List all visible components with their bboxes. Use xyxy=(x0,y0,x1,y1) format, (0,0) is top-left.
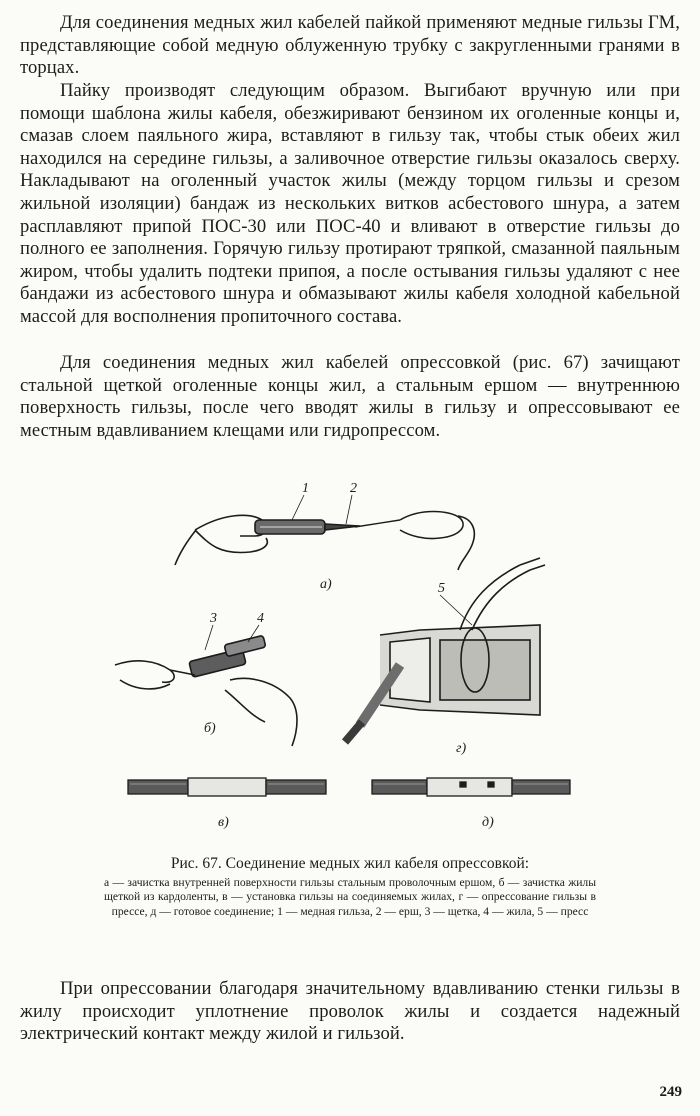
page-number: 249 xyxy=(659,1084,682,1100)
label-2: 2 xyxy=(350,481,357,496)
figure-caption-legend: а — зачистка внутренней поверхности гильзы стальным проволочным ершом, б — зачистка жилы щеткой из кардоленты, в — установка гильзы на соединяемых жилах, г — опрессование гильзы в прессе, д — готовое соединение; 1 — медная гильза, 2 — ерш, 3 — щетка, 4 — жила, 5 — пресс xyxy=(104,876,596,918)
paragraph-2: Пайку производят следующим образом. Выгибают вручную или при помощи шаблона жилы кабеля, обезжиривают бензином их оголенные концы и, смазав слоем паяльного жира, вставляют в гильзу так, чтобы стык обеих жил находился на середине гильзы, а заливочное отверстие гильзы оказалось сверху. Накладывают на оголенный участок жилы (между торцом гильзы и срезом жильной изоляции) бандаж из нескольких витков асбестового шнура, а затем расплавляют припой ПОС-30 или ПОС-40 и вливают в отверстие гильзы до полного ее заполнения. Горячую гильзу протирают тряпкой, смазанной паяльным жиром, чтобы удалить подтеки припоя, а после остывания гильзы удаляют с нее бандажи из асбестового шнура и обмазывают жилы кабеля холодной кабельной массой для восполнения пропиточного состава. xyxy=(20,80,680,327)
label-d: д) xyxy=(482,815,494,830)
figure-67-illustration xyxy=(100,470,600,850)
paragraph-4: При опрессовании благодаря значительному вдавливанию стенки гильзы в жилу происходит уплотнение проволок жилы и создается надежный электрический контакт между жилой и гильзой. xyxy=(20,978,680,1045)
panel-d-finished-joint xyxy=(372,778,570,796)
label-a: а) xyxy=(320,577,332,592)
label-5: 5 xyxy=(438,581,445,596)
label-1: 1 xyxy=(302,481,309,496)
label-b: б) xyxy=(204,721,216,736)
panel-a-cleaning-sleeve xyxy=(175,512,474,571)
label-v: в) xyxy=(218,815,229,830)
panel-g-pressing xyxy=(345,558,545,742)
label-4: 4 xyxy=(257,611,264,626)
label-g: г) xyxy=(456,741,467,756)
figure-67 xyxy=(100,470,600,850)
paragraph-1: Для соединения медных жил кабелей пайкой применяют медные гильзы ГМ, представляющие собой медную облуженную трубку с закругленными гранями в торцах. xyxy=(20,12,680,79)
paragraph-3: Для соединения медных жил кабелей опрессовкой (рис. 67) зачищают стальной щеткой оголенные концы жил, а стальным ершом — внутреннюю поверхность гильзы, после чего вводят жилы в гильзу и опрессовывают ее местным вдавливанием клещами или гидропрессом. xyxy=(20,352,680,441)
label-3: 3 xyxy=(210,611,217,626)
figure-caption-title: Рис. 67. Соединение медных жил кабеля опрессовкой: xyxy=(170,855,530,872)
panel-v-sleeve-installed xyxy=(128,778,326,796)
